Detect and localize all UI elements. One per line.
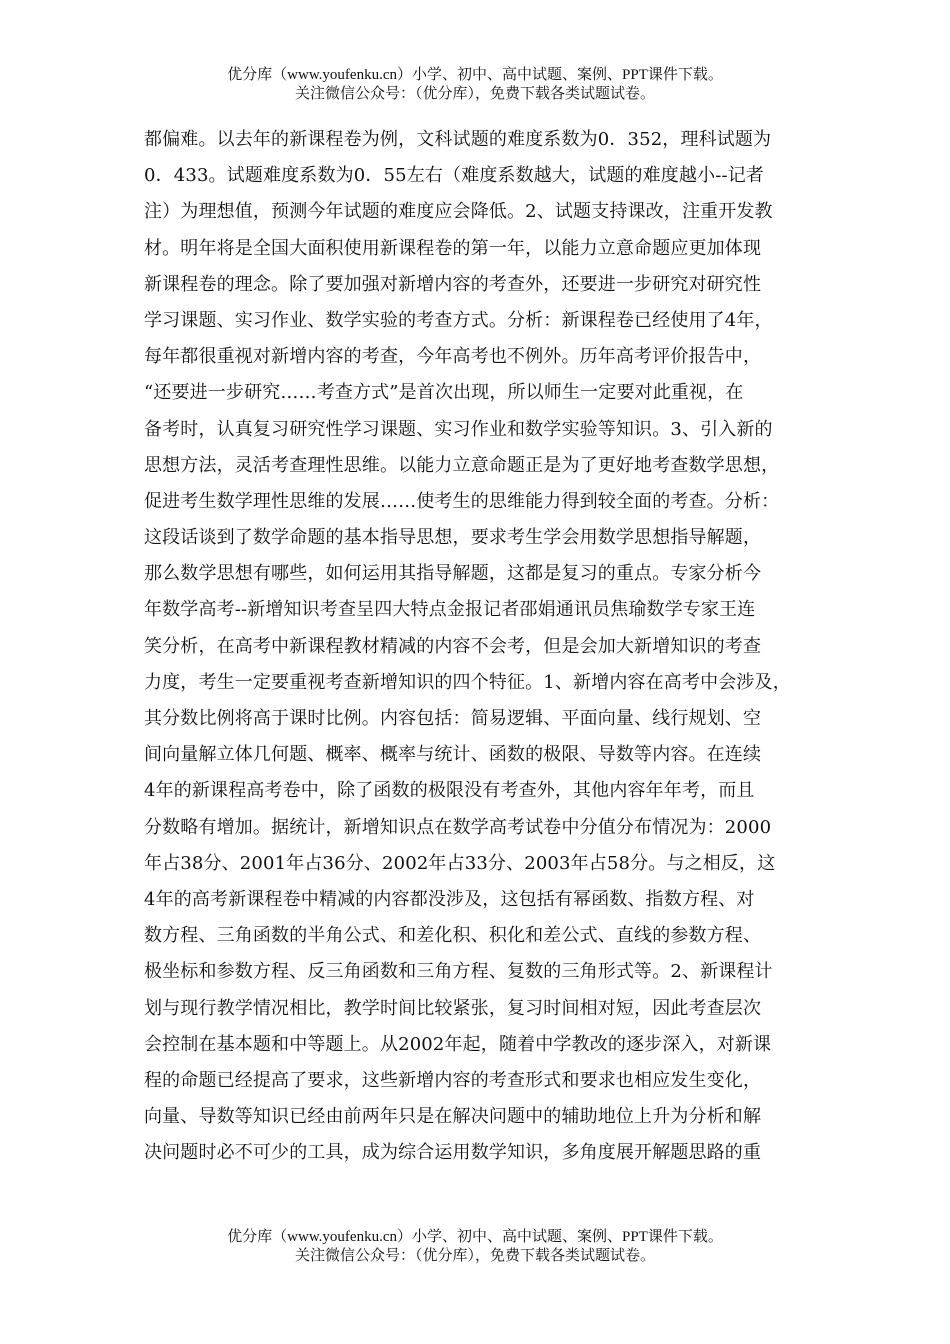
body-line: 决问题时必不可少的工具，成为综合运用数学知识，多角度展开解题思路的重 bbox=[144, 1142, 762, 1164]
body-line: 思想方法，灵活考查理性思维。以能力立意命题正是为了更好地考查数学思想， bbox=[144, 454, 780, 476]
body-line: 划与现行教学情况相比，教学时间比较紧张，复习时间相对短，因此考查层次 bbox=[144, 997, 762, 1019]
body-line: 年数学高考--新增知识考查呈四大特点金报记者邵娟通讯员焦瑜数学专家王连 bbox=[144, 599, 756, 621]
body-line: 分数略有增加。据统计，新增知识点在数学高考试卷中分值分布情况为：2000 bbox=[144, 816, 772, 838]
body-line: 笑分析，在高考中新课程教材精减的内容不会考，但是会加大新增知识的考查 bbox=[144, 635, 762, 657]
body-line: 4年的高考新课程卷中精减的内容都没涉及，这包括有幂函数、指数方程、对 bbox=[144, 888, 755, 910]
page-footer bbox=[0, 1228, 950, 1266]
body-line: 0．433。试题难度系数为0．55左右（难度系数越大，试题的难度越小--记者 bbox=[144, 165, 765, 187]
body-line: 这段话谈到了数学命题的基本指导思想，要求考生学会用数学思想指导解题， bbox=[144, 527, 762, 549]
body-line: 力度，考生一定要重视考查新增知识的四个特征。1、新增内容在高考中会涉及， bbox=[144, 671, 791, 693]
body-line: 数方程、三角函数的半角公式、和差化积、积化和差公式、直线的参数方程、 bbox=[144, 925, 762, 947]
footer-line-2: 关注微信公众号：（优分库），免费下载各类试题试卷。 bbox=[294, 1248, 655, 1264]
body-line: 向量、导数等知识已经由前两年只是在解决问题中的辅助地位上升为分析和解 bbox=[144, 1106, 762, 1128]
body-line: “还要进一步研究……考查方式”是首次出现，所以师生一定要对此重视，在 bbox=[144, 382, 744, 404]
body-line: 新课程卷的理念。除了要加强对新增内容的考查外，还要进一步研究对研究性 bbox=[144, 273, 762, 295]
body-line: 程的命题已经提高了要求，这些新增内容的考查形式和要求也相应发生变化， bbox=[144, 1069, 762, 1091]
body-line: 材。明年将是全国大面积使用新课程卷的第一年，以能力立意命题应更加体现 bbox=[144, 237, 762, 259]
body-line: 促进考生数学理性思维的发展……使考生的思维能力得到较全面的考查。分析： bbox=[144, 490, 780, 512]
body-line: 4年的新课程高考卷中，除了函数的极限没有考查外，其他内容年年考，而且 bbox=[144, 780, 755, 802]
body-line: 注）为理想值，预测今年试题的难度应会降低。2、试题支持课改，注重开发教 bbox=[144, 201, 773, 223]
body-line: 那么数学思想有哪些，如何运用其指导解题，这都是复习的重点。专家分析今 bbox=[144, 563, 762, 585]
body-line: 学习课题、实习作业、数学实验的考查方式。分析：新课程卷已经使用了4年， bbox=[144, 309, 773, 331]
body-line: 其分数比例将高于课时比例。内容包括：简易逻辑、平面向量、线行规划、空 bbox=[144, 708, 762, 729]
body-line: 间向量解立体几何题、概率、概率与统计、函数的极限、导数等内容。在连续 bbox=[144, 744, 762, 766]
body-line: 都偏难。以去年的新课程卷为例，文科试题的难度系数为0．352，理科试题为 bbox=[144, 129, 772, 150]
body-line: 年占38分、2001年占36分、2002年占33分、2003年占58分。与之相反，这 bbox=[144, 852, 776, 874]
footer-line-1: 优分库（www.youfenku.cn）小学、初中、高中试题、案例、PPT课件下载。 bbox=[227, 1229, 723, 1245]
body-line: 极坐标和参数方程、反三角函数和三角方程、复数的三角形式等。2、新课程计 bbox=[144, 961, 773, 983]
header-line-1: 优分库（www.youfenku.cn）小学、初中、高中试题、案例、PPT课件下载。 bbox=[227, 67, 723, 83]
body-line: 会控制在基本题和中等题上。从2002年起，随着中学教改的逐步深入，对新课 bbox=[144, 1033, 772, 1055]
body-line: 备考时，认真复习研究性学习课题、实习作业和数学实验等知识。3、引入新的 bbox=[144, 418, 773, 440]
header-line-2: 关注微信公众号：（优分库），免费下载各类试题试卷。 bbox=[294, 86, 655, 102]
body-text bbox=[144, 122, 824, 1171]
body-line: 每年都很重视对新增内容的考查，今年高考也不例外。历年高考评价报告中， bbox=[144, 346, 762, 368]
page-header bbox=[0, 66, 950, 104]
